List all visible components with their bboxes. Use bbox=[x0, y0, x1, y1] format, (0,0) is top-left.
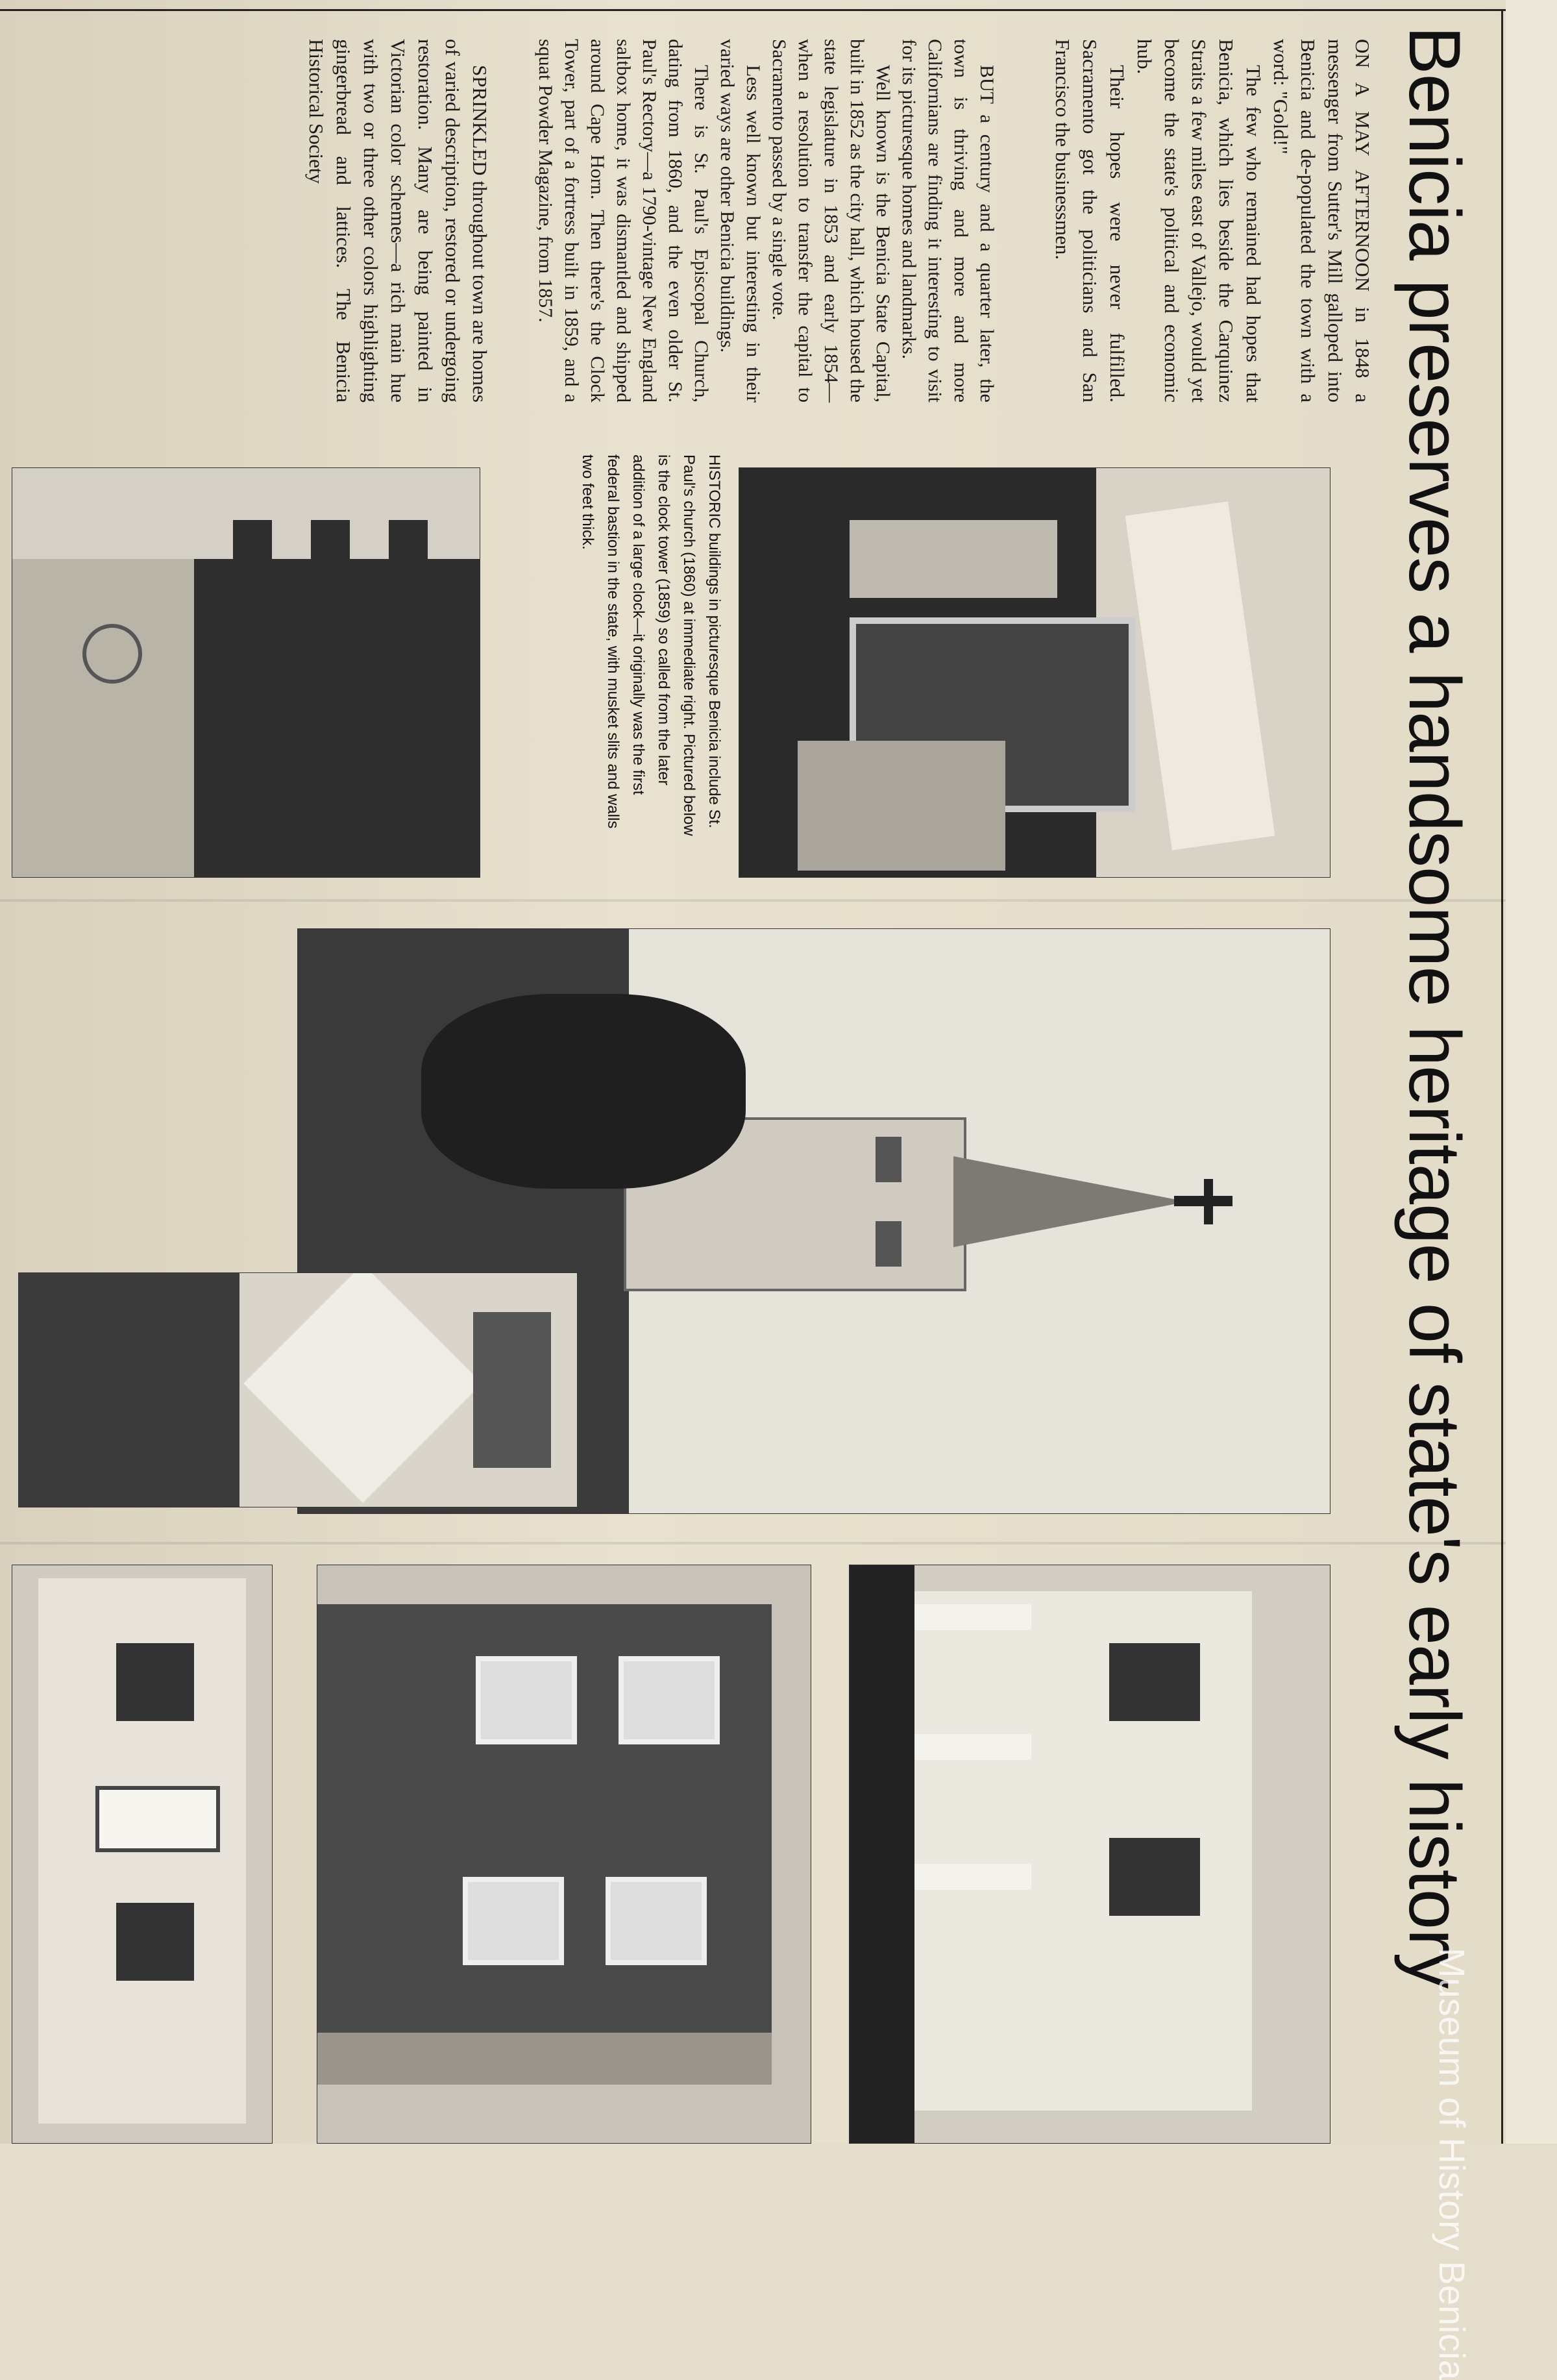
paragraph: SPRINKLED throughout town are homes of varied description, restored or undergoing restoration. Many are being painted in Victorian color schemes—a rich main hue with two or three other colors highlighting gingerbread and lattices. The Benicia Historical Society bbox=[305, 39, 491, 403]
greek-revival-house-photo bbox=[849, 1565, 1330, 2144]
page-margin bbox=[1506, 0, 1557, 2144]
paragraph: ON A MAY AFTERNOON in 1848 a messenger from Sutter's Mill galloped into Benicia and de-populated the town with a word: "Gold!" bbox=[1269, 39, 1374, 403]
paragraph: Well known is the Benicia State Capital, built in 1852 as the city hall, which housed the state legislature in 1853 and early 1854—when a resolution to transfer the capital to Sacramento passed by a single vote. bbox=[768, 39, 894, 403]
saltbox-house-photo bbox=[317, 1565, 811, 2144]
paragraph: There is St. Paul's Episcopal Church, dating from 1860, and the even older St. Paul's Rectory—a 1790-vintage New England saltbox home, it was dismantled and shipped around Cape Horn. Then there's the Clock Tower, part of a fortress built in 1859, and a squat Powder Magazine, from 1857. bbox=[535, 39, 712, 403]
historic-sign-house-photo bbox=[12, 1565, 273, 2144]
paragraph: BUT a century and a quarter later, the town is thriving and more and more Californians are finding it interesting to visit for its picturesque homes and landmarks. bbox=[898, 39, 998, 403]
paragraph: The few who remained had hopes that Benicia, which lies beside the Carquinez Straits a few miles east of Vallejo, would yet become the state's political and economic hub. bbox=[1133, 39, 1265, 403]
paragraph: Less well known but interesting in their varied ways are other Benicia buildings. bbox=[717, 39, 764, 403]
victorian-gable-photo bbox=[18, 1272, 578, 1507]
article-column-3 bbox=[26, 39, 493, 403]
article-column-1 bbox=[1012, 39, 1376, 403]
watermark: Museum of History Benicia bbox=[1432, 1948, 1473, 2380]
church-doorway-photo bbox=[739, 467, 1330, 878]
clock-tower-photo bbox=[12, 467, 480, 878]
article-column-2 bbox=[506, 39, 999, 403]
paragraph: Their hopes were never fulfilled. Sacramento got the politicians and San Francisco the businessmen. bbox=[1051, 39, 1129, 403]
article-headline: Benicia preserves a handsome heritage of state's early history bbox=[1394, 26, 1475, 1989]
photo-caption: HISTORIC buildings in picturesque Benicia include St. Paul's church (1860) at immediate right. Pictured below is the clock tower (1859) so called from the later addition of a large clock—it originally was the first federal bastion in the state, with musket slits and walls two feet thick. bbox=[579, 454, 723, 836]
